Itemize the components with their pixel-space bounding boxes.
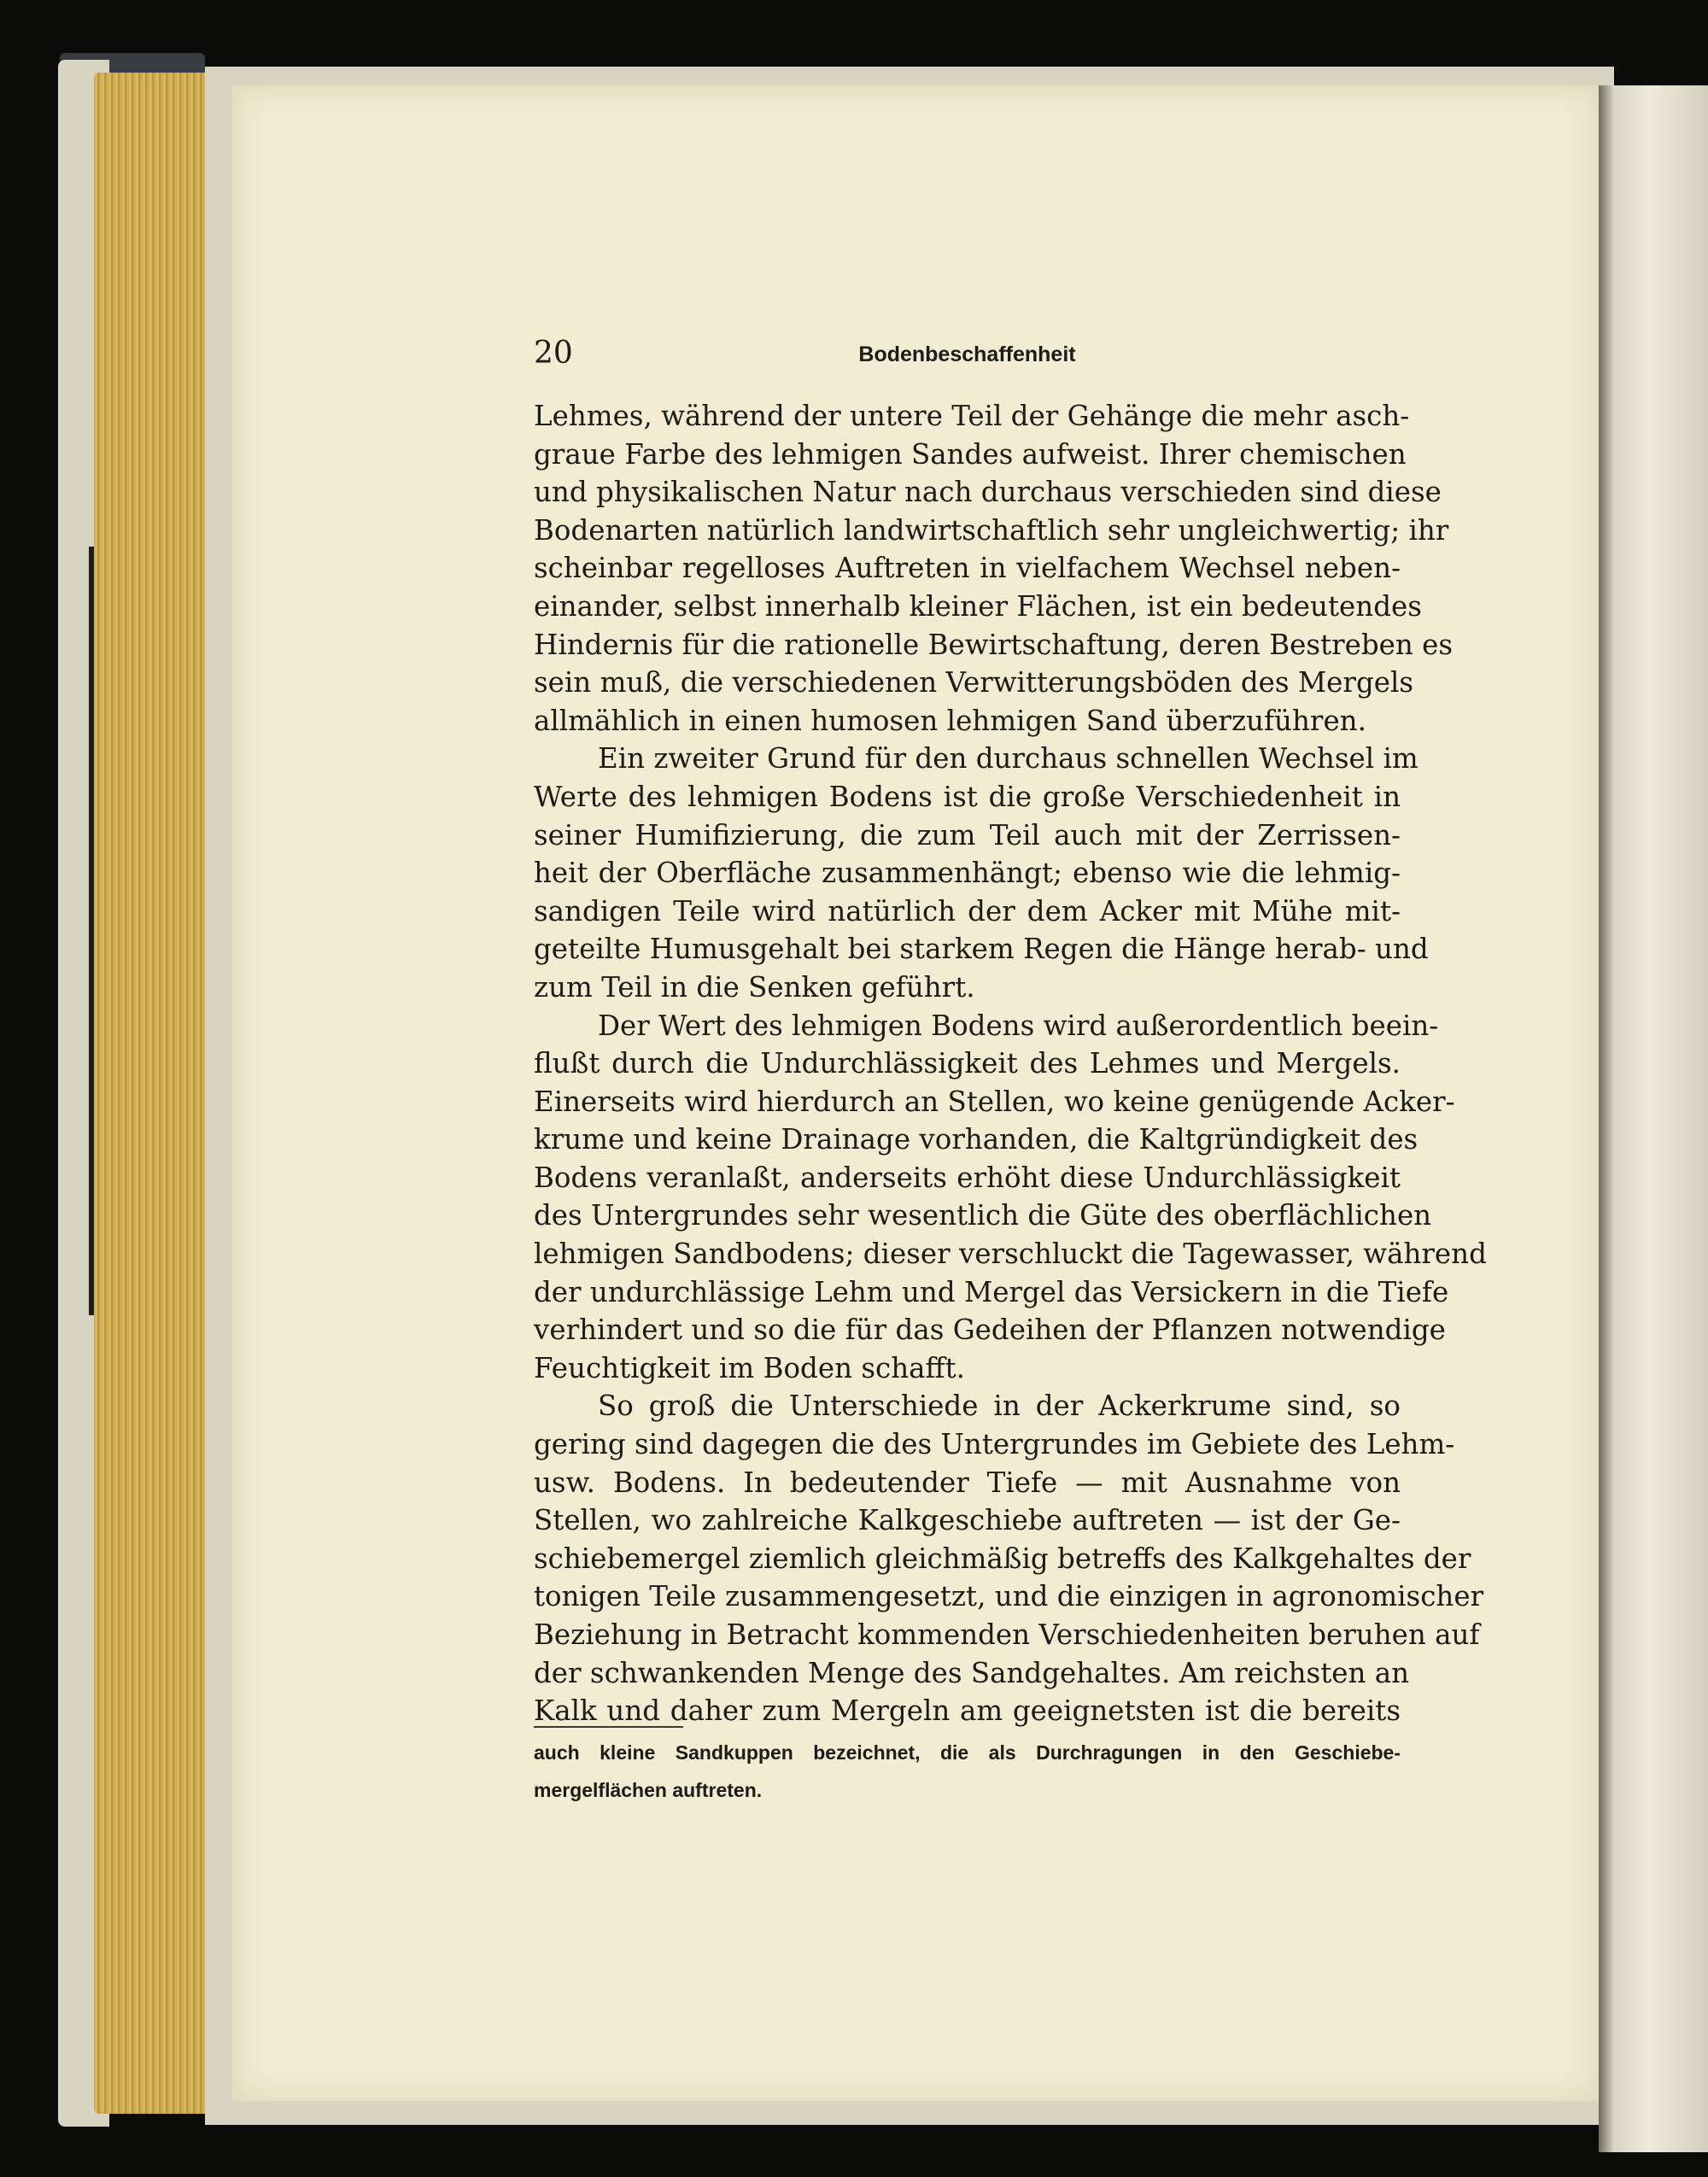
text-line: gering sind dagegen die des Untergrundes im Gebiete des Lehm-: [534, 1428, 1455, 1461]
text-line: krume und keine Drainage vorhanden, die Kaltgründigkeit des: [534, 1123, 1418, 1156]
text-line: graue Farbe des lehmigen Sandes aufweist. Ihrer chemischen: [534, 437, 1407, 471]
text-line: tonigen Teile zusammengesetzt, und die einzigen in agronomischer: [534, 1580, 1484, 1613]
text-line: lehmigen Sandbodens; dieser verschluckt die Tagewasser, während: [534, 1238, 1487, 1271]
text-line: flußt durch die Undurchlässigkeit des Lehmes und Mergels.: [534, 1047, 1401, 1080]
text-line: zum Teil in die Senken geführt.: [534, 970, 975, 1004]
footnote-line: mergelflächen auftreten.: [534, 1779, 763, 1801]
facing-page-edge: [1599, 85, 1708, 2152]
footnote-line: auch kleine Sandkuppen bezeichnet, die als Durchragungen in den Geschiebe-: [534, 1741, 1401, 1764]
text-line: Stellen, wo zahlreiche Kalkgeschiebe auftreten — ist der Ge-: [534, 1504, 1401, 1537]
text-line: Einerseits wird hierdurch an Stellen, wo keine genügende Acker-: [534, 1085, 1455, 1118]
text-line: Der Wert des lehmigen Bodens wird außerordentlich beein-: [598, 1009, 1439, 1042]
running-title: Bodenbeschaffenheit: [858, 342, 1076, 366]
footnote-divider: [534, 1726, 683, 1728]
page-header: [534, 335, 1401, 377]
text-line: Ein zweiter Grund für den durchaus schnellen Wechsel im: [598, 742, 1418, 775]
text-line: verhindert und so die für das Gedeihen der Pflanzen notwendige: [534, 1314, 1446, 1347]
text-line: des Untergrundes sehr wesentlich die Güte des oberflächlichen: [534, 1199, 1432, 1232]
text-line: einander, selbst innerhalb kleiner Flächen, ist ein bedeutendes: [534, 589, 1422, 623]
text-line: sandigen Teile wird natürlich der dem Acker mit Mühe mit-: [534, 894, 1401, 928]
body-text: [534, 397, 1487, 1730]
text-line: Kalk und daher zum Mergeln am geeignetsten ist die bereits: [534, 1694, 1401, 1728]
text-line: sein muß, die verschiedenen Verwitterungsböden des Mergels: [534, 666, 1414, 699]
page-number: 20: [534, 336, 573, 371]
text-line: Lehmes, während der untere Teil der Gehänge die mehr asch-: [534, 400, 1410, 432]
text-line: Werte des lehmigen Bodens ist die große Verschiedenheit in: [534, 780, 1401, 813]
text-line: Bodenarten natürlich landwirtschaftlich sehr ungleichwertig; ihr: [534, 513, 1449, 547]
text-line: Beziehung in Betracht kommenden Verschiedenheiten beruhen auf: [534, 1618, 1480, 1651]
text-line: Feuchtigkeit im Boden schafft.: [534, 1351, 966, 1384]
text-line: seiner Humifizierung, die zum Teil auch mit der Zerrissen-: [534, 818, 1401, 851]
page-edges: [94, 73, 214, 2114]
text-line: geteilte Humusgehalt bei starkem Regen die Hänge herab- und: [534, 933, 1429, 966]
text-line: allmählich in einen humosen lehmigen Sand überzuführen.: [534, 704, 1366, 737]
text-line: der undurchlässige Lehm und Mergel das Versickern in die Tiefe: [534, 1275, 1449, 1308]
text-line: usw. Bodens. In bedeutender Tiefe — mit Ausnahme von: [534, 1466, 1401, 1499]
text-line: schiebemergel ziemlich gleichmäßig betreffs des Kalkgehaltes der: [534, 1542, 1471, 1575]
text-line: der schwankenden Menge des Sandgehaltes. Am reichsten an: [534, 1656, 1410, 1689]
text-line: Hindernis für die rationelle Bewirtschaftung, deren Bestreben es: [534, 628, 1454, 661]
text-line: heit der Oberfläche zusammenhängt; ebenso wie die lehmig-: [534, 857, 1401, 890]
text-line: scheinbar regelloses Auftreten in vielfachem Wechsel neben-: [534, 552, 1401, 585]
footnote: [534, 1734, 1401, 1809]
text-line: So groß die Unterschiede in der Ackerkrume sind, so: [598, 1390, 1401, 1423]
text-line: und physikalischen Natur nach durchaus verschieden sind diese: [534, 476, 1442, 509]
text-line: Bodens veranlaßt, anderseits erhöht diese Undurchlässigkeit: [534, 1161, 1401, 1194]
